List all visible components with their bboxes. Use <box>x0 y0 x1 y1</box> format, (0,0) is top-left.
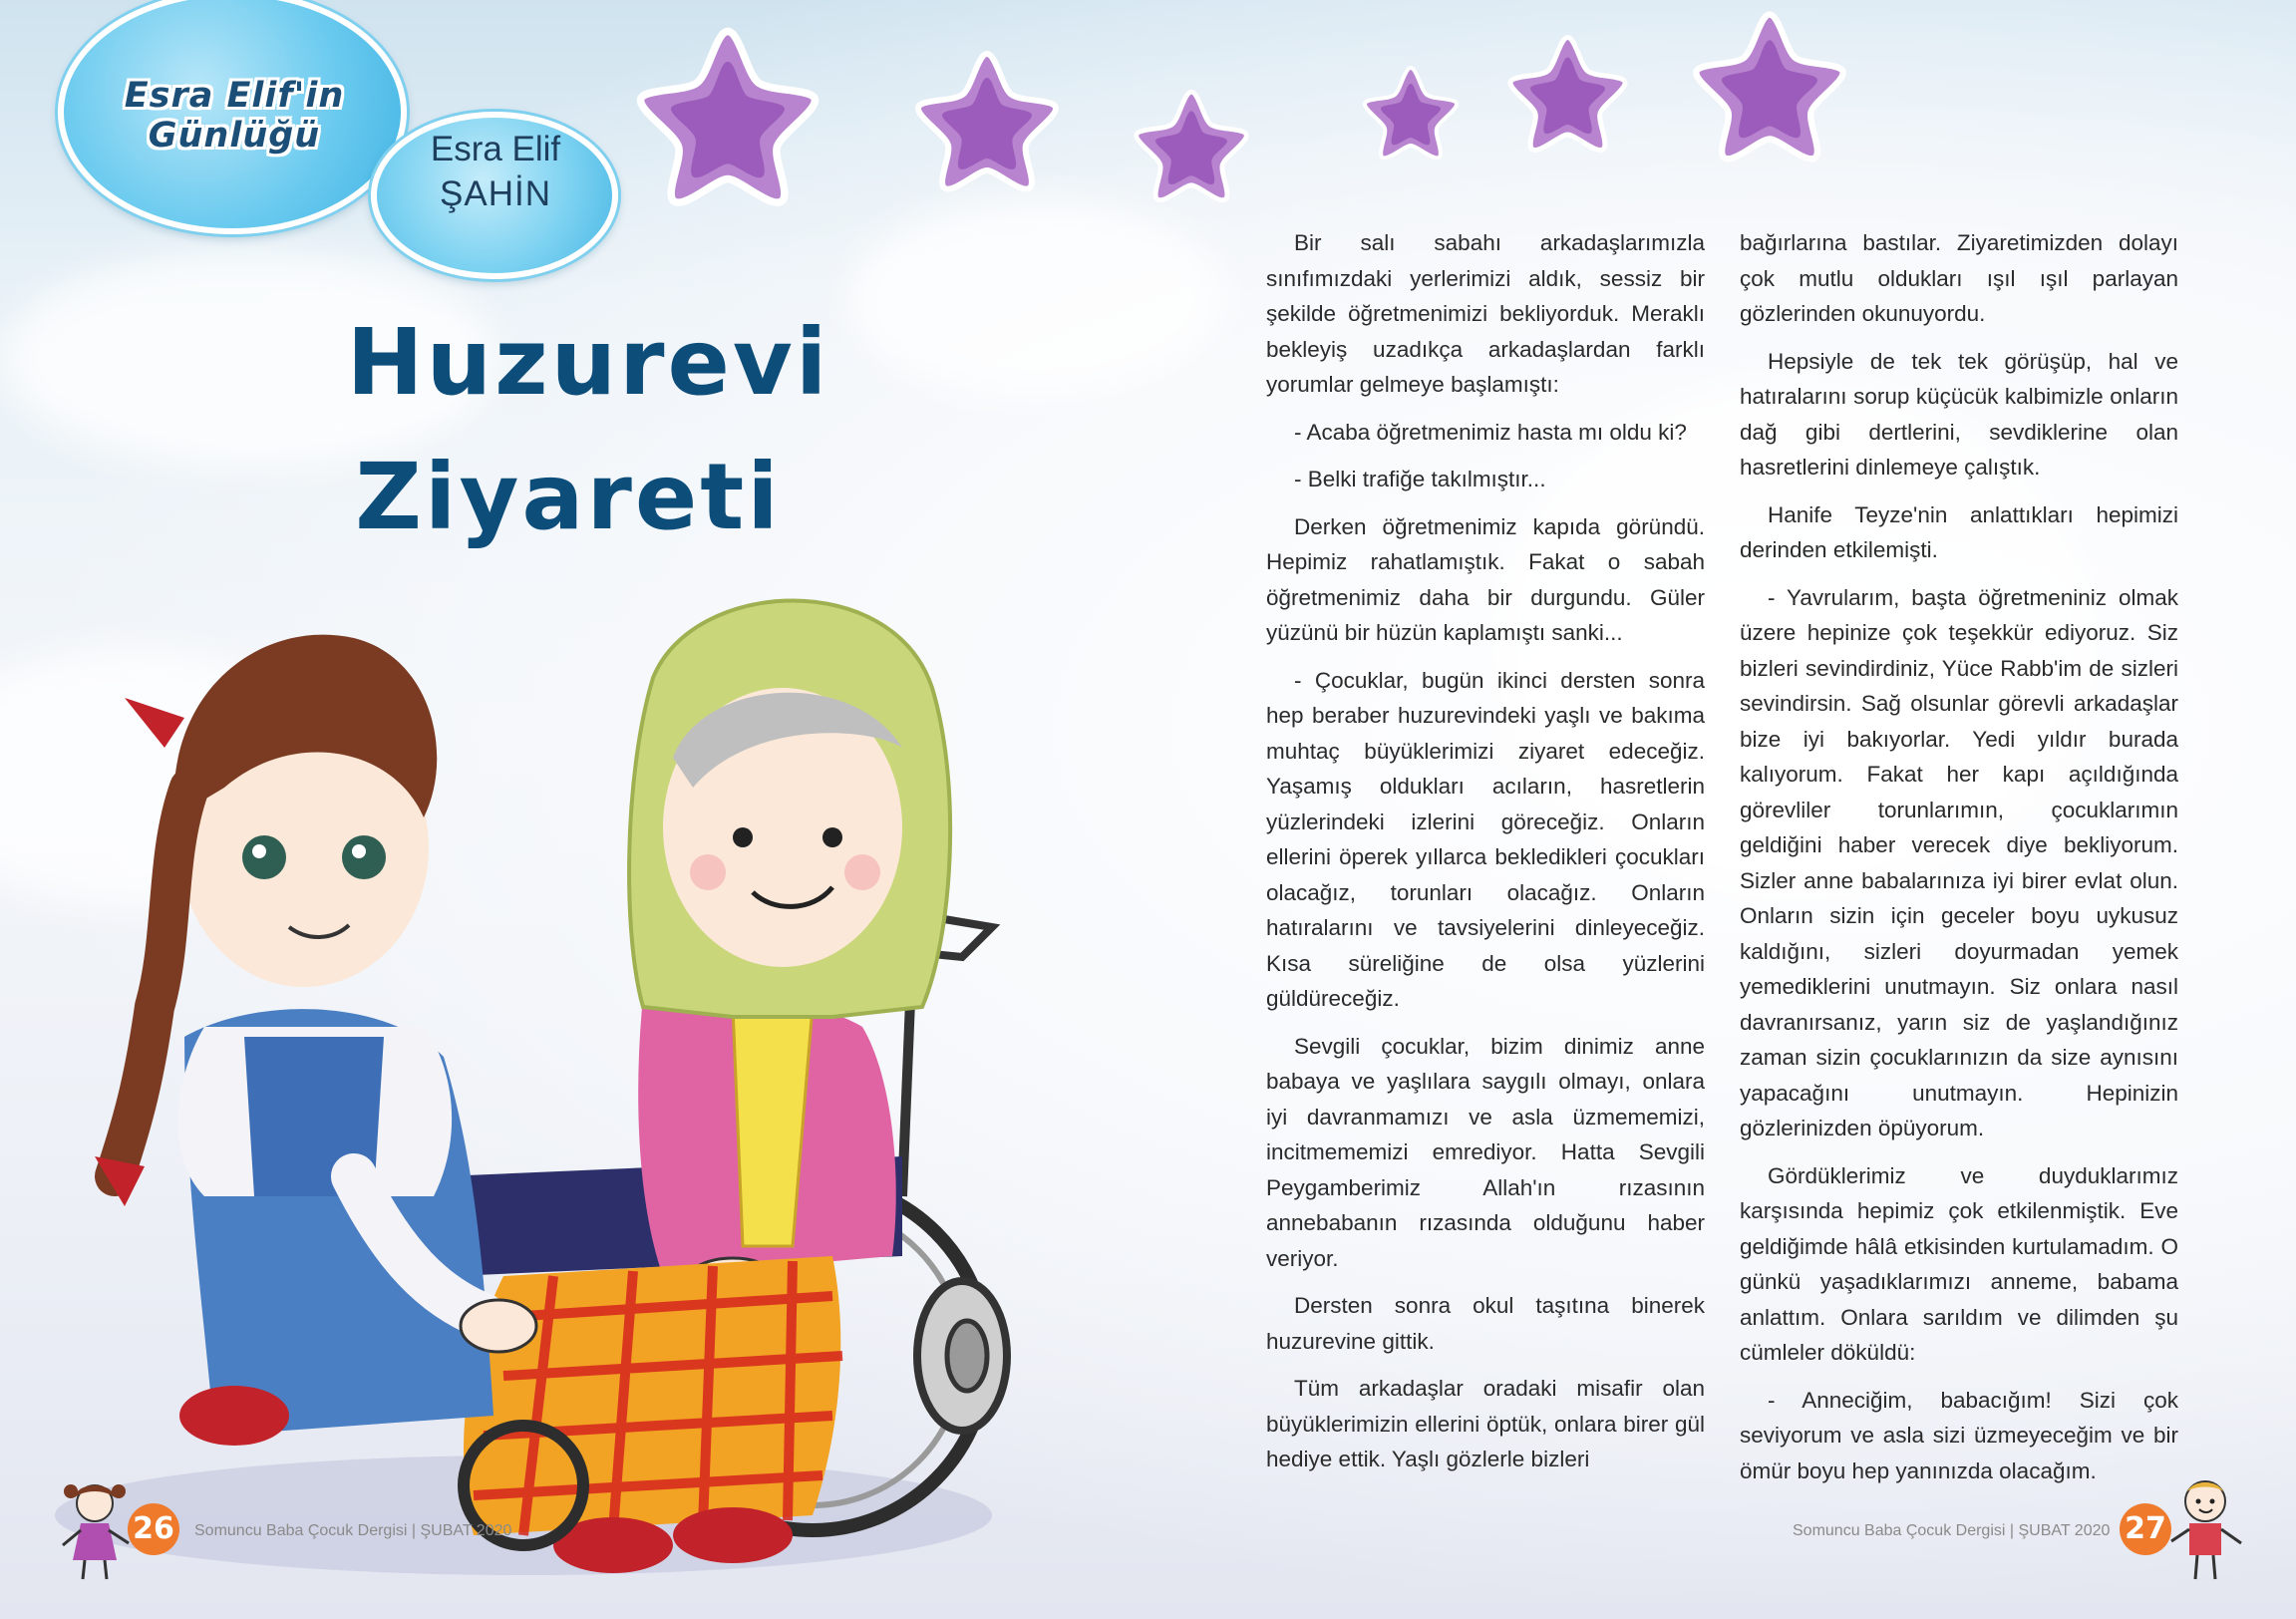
boy-mascot-icon <box>2165 1473 2245 1585</box>
footer-publication-left: Somuncu Baba Çocuk Dergisi | ŞUBAT 2020 <box>194 1522 512 1539</box>
paragraph: - Anneciğim, babacığım! Sizi çok seviyorum ve asla sizi üzmeyeceğim ve bir ömür boyu hep yanınızda olacağım. <box>1740 1387 2178 1483</box>
author-last-name: ŞAHİN <box>440 174 551 213</box>
paragraph: Tüm arkadaşlar oradaki misafir olan büyüklerimizin ellerini öptük, onlara birer gül hediye ettik. Yaşlı gözlerle bizleri <box>1266 1376 1705 1471</box>
article-column-left <box>1266 225 1705 1489</box>
girl-mascot-icon <box>55 1475 135 1585</box>
star-icon <box>1690 5 1849 164</box>
cloud <box>847 199 1226 399</box>
star-icon <box>633 20 822 209</box>
star-icon <box>1505 30 1630 155</box>
paragraph: Sevgili çocuklar, bizim dinimiz anne babaya ve yaşlılara saygılı olmayı, onlara iyi davranmamızı ve asla üzmememizi, incitmememizi emrediyor. Hatta Sevgili Peygamberimiz Allah'ın rızasının annebabanın rızasında olduğunu haber veriyor. <box>1266 1033 1705 1271</box>
series-title: Esra Elif'in Günlüğü <box>124 76 345 156</box>
article-column-right <box>1740 225 2178 1500</box>
paragraph: bağırlarına bastılar. Ziyaretimizden dolayı çok mutlu oldukları ışıl ışıl parlayan gözlerinden okunuyordu. <box>1740 230 2178 326</box>
paragraph: Dersten sonra okul taşıtına binerek huzurevine gittik. <box>1266 1293 1705 1354</box>
paragraph: Derken öğretmenimiz kapıda göründü. Hepimiz rahatlamıştık. Fakat o sabah öğretmenimiz daha bir durgundu. Güler yüzünü bir hüzün kaplamıştı sanki... <box>1266 513 1705 645</box>
star-icon <box>1132 85 1251 204</box>
star-icon <box>912 45 1062 194</box>
paragraph: Hepsiyle de tek tek görüşüp, hal ve hatıralarını sorup küçücük kalbimizle onların dağ gibi dertlerini, sevdiklerine olan hasretlerini dinlemeye çalıştık. <box>1740 348 2178 480</box>
page-number-right: 27 <box>2120 1503 2171 1555</box>
page-number-left: 26 <box>128 1503 179 1555</box>
paragraph: Bir salı sabahı arkadaşlarımızla sınıfımızdaki yerlerimizi aldık, sessiz bir şekilde öğretmenimizi bekliyorduk. Meraklı bekleyiş uzadıkça arkadaşlardan farklı yorumlar gelmeye başlamıştı: <box>1266 230 1705 397</box>
paragraph: Gördüklerimiz ve duyduklarımız karşısında hepimiz çok etkilenmiştik. Eve geldiğimde hâlâ etkisinden kurtulamadım. O günkü yaşadıklarımızı anneme, babama anlattım. Onlara sarıldım ve dilimden şu cümleler döküldü: <box>1740 1162 2178 1365</box>
star-icon <box>1361 62 1461 162</box>
paragraph: - Belki trafiğe takılmıştır... <box>1294 467 1546 491</box>
paragraph: - Çocuklar, bugün ikinci dersten sonra hep beraber huzurevindeki yaşlı ve bakıma muhtaç büyüklerimizi ziyaret edeceğiz. Yaşamış oldukları acıların, hasretlerin yüzlerindeki izlerini göreceğiz. Onların ellerini öperek yıllarca bekledikleri çocukları olacağız, torunları olacağız. Onların hatıralarını ve tavsiyelerini dinleyeceğiz. Kısa süreliğine de olsa yüzlerini güldüreceğiz. <box>1266 667 1705 1011</box>
article-title-line-1: Huzurevi <box>346 309 830 416</box>
footer-publication-right: Somuncu Baba Çocuk Dergisi | ŞUBAT 2020 <box>1793 1522 2111 1539</box>
paragraph: - Yavrularım, başta öğretmeniniz olmak üzere hepinize çok teşekkür ediyoruz. Siz bizleri sevindirdiniz, Yüce Rabb'im de sizleri sevindirsin. Sağ olsunlar görevli arkadaşlar bize iyi bakıyorlar. Yedi yıldır burada kalıyorum. Fakat her kapı açıldığında görevliler torunlarımın, çocuklarımın geldiğini haber verecek diye bekliyorum. Sizler anne babalarınıza iyi birer evlat olun. Onların sizin için geceler boyu uykusuz kaldığını, sizleri doyurmadan yemek yemediklerini unutmayın. Siz onlara nasıl davranırsanız, yarın siz de yaşlandığınız zaman sizin çocuklarınızın da size aynısını yapacağını unutmayın. Hepinizin gözlerinizden öpüyorum. <box>1740 584 2178 1140</box>
paragraph: - Acaba öğretmenimiz hasta mı oldu ki? <box>1294 419 1687 445</box>
author-first-name: Esra Elif <box>430 130 561 168</box>
article-title-line-2: Ziyareti <box>355 444 782 550</box>
paragraph: Hanife Teyze'nin anlattıkları hepimizi derinden etkilemişti. <box>1740 501 2178 562</box>
illustration <box>55 558 1052 1585</box>
